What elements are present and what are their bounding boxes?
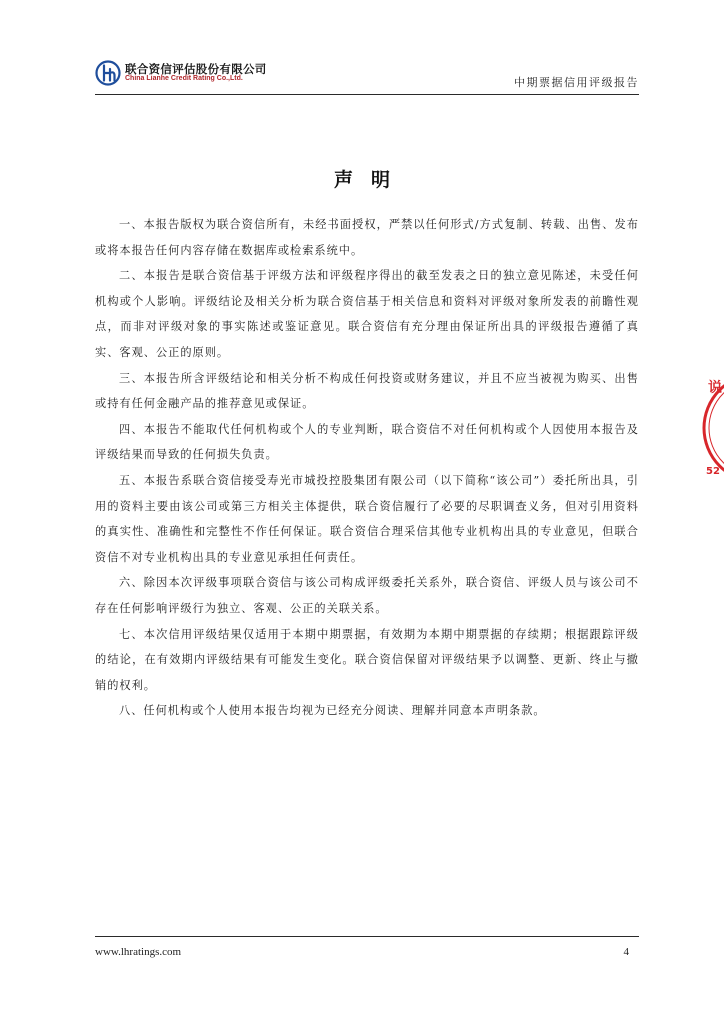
statement-paragraph-3: 三、本报告所含评级结论和相关分析不构成任何投资或财务建议，并且不应当被视为购买、出售或持有任何金融产品的推荐意见或保证。 <box>95 371 639 411</box>
company-seal-stamp <box>700 370 724 486</box>
lianhe-logo-icon <box>95 60 121 86</box>
page-header <box>95 60 639 94</box>
statement-paragraph-8: 八、任何机构或个人使用本报告均视为已经充分阅读、理解并同意本声明条款。 <box>119 704 546 718</box>
svg-text:52: 52 <box>706 466 720 477</box>
company-name-en: China Lianhe Credit Rating Co.,Ltd. <box>125 75 243 82</box>
statement-paragraph-4: 四、本报告不能取代任何机构或个人的专业判断，联合资信不对任何机构或个人因使用本报告及评级结果而导致的任何损失负责。 <box>95 422 639 462</box>
statement-paragraph-6: 六、除因本次评级事项联合资信与该公司构成评级委托关系外，联合资信、评级人员与该公司不存在任何影响评级行为独立、客观、公正的关联关系。 <box>95 576 639 615</box>
seal-stamp-icon <box>700 370 724 486</box>
company-name-cn: 联合资信评估股份有限公司 <box>125 62 267 76</box>
header-divider <box>95 94 639 95</box>
statement-paragraph-5: 五、本报告系联合资信接受寿光市城投控股集团有限公司（以下简称“该公司”）委托所出具，引用的资料主要由该公司或第三方相关主体提供，联合资信履行了必要的尽职调查义务，但对引用资料的真实性、准确性和完整性不作任何保证。联合资信合理采信其他专业机构出具的专业意见，但联合资信不对专业机构出具的专业意见承担任何责任。 <box>95 473 639 564</box>
statement-body <box>95 212 639 724</box>
statement-paragraph-2: 二、本报告是联合资信基于评级方法和评级程序得出的截至发表之日的独立意见陈述，未受任何机构或个人影响。评级结论及相关分析为联合资信基于相关信息和资料对评级对象所发表的前瞻性观点，而非对评级对象的事实陈述或鉴证意见。联合资信有充分理由保证所出具的评级报告遵循了真实、客观、公正的原则。 <box>95 269 639 359</box>
page-title: 声明 <box>333 169 408 191</box>
website-link[interactable]: www.lhratings.com <box>95 946 182 958</box>
page-number: 4 <box>623 946 629 958</box>
report-type-label: 中期票据信用评级报告 <box>514 76 639 89</box>
footer-divider <box>95 936 639 937</box>
svg-text:说: 说 <box>708 380 722 396</box>
statement-paragraph-1: 一、本报告版权为联合资信所有，未经书面授权，严禁以任何形式/方式复制、转载、出售、发布或将本报告任何内容存储在数据库或检索系统中。 <box>95 218 639 257</box>
statement-paragraph-7: 七、本次信用评级结果仅适用于本期中期票据，有效期为本期中期票据的存续期；根据跟踪评级的结论，在有效期内评级结果有可能发生变化。联合资信保留对评级结果予以调整、更新、终止与撤销的权利。 <box>95 627 639 692</box>
